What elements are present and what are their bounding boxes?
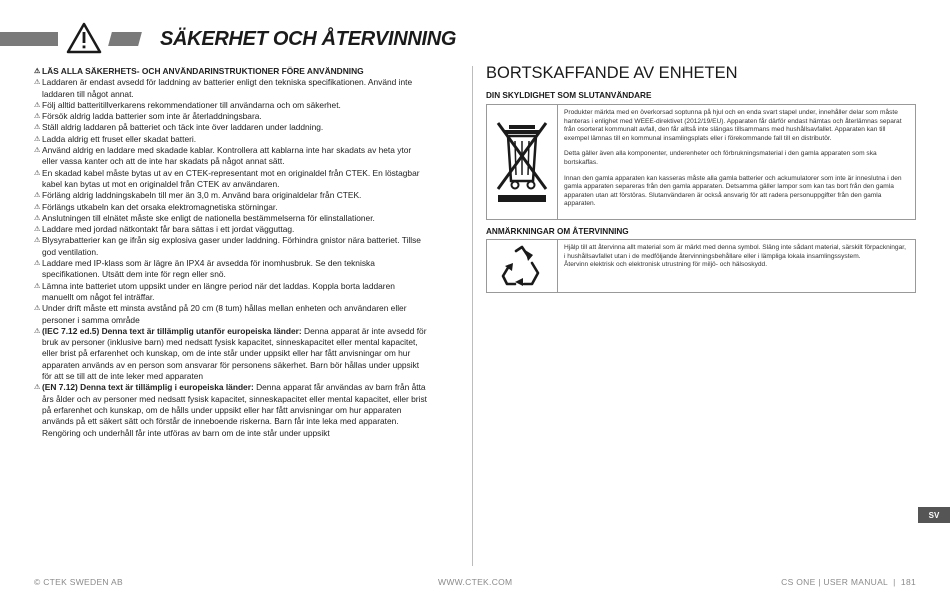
safety-item-text: Denna apparat är inte avsedd för bruk av personer (inklusive barn) med nedsatt fysisk kapacitet, sinneskapacitet eller mental kapacitet, eller brist på erfarenhet och kunskap, om de inte står under uppsikt eller har fått anvisningar om hur apparaten används av en person som ansvarar för personens säkerhet. Barn bör hållas under uppsikt för att se till att de inte leker med apparaten [42, 325, 427, 382]
safety-item-text: Försök aldrig ladda batterier som inte är återladdningsbara. [42, 111, 262, 122]
safety-item-text: Laddare med IP-klass som är lägre än IPX4 är avsedda för inomhusbruk. Se den tekniska specifikationen. Utsätt dem inte för regn eller snö. [42, 258, 375, 280]
weee-text [558, 105, 915, 219]
safety-item-bold: (IEC 7.12 ed.5) Denna text är tillämplig utanför europeiska länder: [42, 325, 302, 336]
safety-item-text: Laddaren är endast avsedd för laddning av batterier enligt den tekniska specifikationen. Använd inte laddaren till något annat. [42, 77, 413, 99]
safety-item [34, 77, 428, 100]
footer-website: WWW.CTEK.COM [438, 577, 513, 587]
safety-item [34, 111, 428, 122]
safety-item-text: En skadad kabel måste bytas ut av en CTEK-representant mot en originaldel från CTEK. En löstagbar kabel kan bytas ut mot en originaldel från CTEK av användaren. [42, 167, 420, 189]
safety-item-text: Förlängs utkabeln kan det orsaka elektromagnetiska störningar. [42, 201, 278, 212]
header-bar-left [0, 32, 58, 46]
safety-item [34, 258, 428, 281]
safety-item-text: LÄS ALLA SÄKERHETS- OCH ANVÄNDARINSTRUKTIONER FÖRE ANVÄNDNING [42, 66, 364, 76]
safety-item-text: Laddare med jordad nätkontakt får bara sättas i ett jordat vägguttag. [42, 224, 295, 235]
safety-item-text: Använd aldrig en laddare med skadade kablar. Kontrollera att kablarna inte har skadats av heta ytor eller vassa kanter och att de inte har skadats på något annat sätt. [42, 145, 412, 167]
recycle-icon [499, 244, 545, 288]
safety-item [34, 168, 428, 191]
footer-manual-page: CS ONE | USER MANUAL | 181 [781, 577, 916, 587]
safety-item-text: Lämna inte batteriet utom uppsikt under en längre period när det laddas. Koppla borta laddaren manuellt om något fel inträffar. [42, 280, 395, 302]
safety-item-text: Anslutningen till elnätet måste ske enligt de nationella bestämmelserna för elinstallationer. [42, 212, 375, 223]
warning-icon: ⚠ [34, 79, 41, 87]
safety-item-bold: (EN 7.12) Denna text är tillämplig i europeiska länder: [42, 382, 254, 393]
warning-icon: ⚠ [34, 124, 41, 132]
safety-item [34, 213, 428, 224]
warning-triangle-icon [66, 22, 102, 54]
warning-icon: ⚠ [34, 305, 41, 313]
safety-item [34, 382, 428, 438]
warning-icon: ⚠ [34, 147, 41, 155]
disposal-title: BORTSKAFFANDE AV ENHETEN [486, 64, 738, 82]
safety-item-text: Under drift måste ett minsta avstånd på 20 cm (8 tum) hållas mellan enheten och användaren eller personer i samma område [42, 303, 407, 325]
column-divider [472, 66, 473, 566]
safety-instructions [34, 66, 428, 439]
weee-paragraph: Produkter märkta med en överkorsad soptunna på hjul och en enda svart stapel under, innehåller delar som måste hanteras i enlighet med WEEE-direktivet (2012/19/EU). Apparaten får därför endast hämtas och återlämnas separat från osorterat kommunalt avfall, den får alltså inte slängas tillsammans med hushållsavfallet. Apparaten kan till exempel lämnas till en kommunal insamlingsplats eller i förekommande fall till en distributör. [564, 109, 902, 142]
warning-icon: ⚠ [34, 260, 41, 268]
safety-item [34, 66, 428, 77]
warning-icon: ⚠ [34, 237, 41, 245]
warning-icon: ⚠ [34, 327, 41, 335]
safety-item [34, 202, 428, 213]
recycle-icon-cell [487, 240, 558, 292]
safety-item [34, 235, 428, 258]
warning-icon: ⚠ [34, 113, 41, 121]
safety-item [34, 100, 428, 111]
recycling-text [558, 240, 915, 292]
warning-icon: ⚠ [34, 226, 41, 234]
footer-copyright: © CTEK SWEDEN AB [34, 577, 123, 587]
weee-icon-cell [487, 105, 558, 219]
safety-item [34, 145, 428, 168]
warning-icon: ⚠ [34, 101, 41, 109]
recycling-box [486, 239, 916, 293]
header-bar-mid [108, 32, 142, 46]
recycling-heading: ANMÄRKNINGAR OM ÅTERVINNING [486, 227, 629, 236]
warning-icon: ⚠ [34, 135, 41, 143]
safety-item-text: Denna apparat får användas av barn från åtta års ålder och av personer med nedsatt fysisk kapacitet, sinneskapacitet eller mental kapacitet, eller brist på erfarenhet och kunskap, om de hålls under uppsikt eller har fått anvisningar om hur apparaten används på ett säkert sätt och förstår de inneboende riskerna. Barn får inte leka med apparaten. Rengöring och underhåll får inte utföras av barn om de inte står under uppsikt [42, 382, 427, 438]
warning-icon: ⚠ [34, 203, 41, 211]
end-user-heading: DIN SKYLDIGHET SOM SLUTANVÄNDARE [486, 91, 652, 100]
safety-item-text: Ladda aldrig ett fruset eller skadat batteri. [42, 133, 197, 144]
warning-icon: ⚠ [34, 282, 41, 290]
page-title: SÄKERHET OCH ÅTERVINNING [160, 28, 457, 50]
language-tab: SV [918, 507, 950, 523]
safety-item [34, 303, 428, 326]
warning-icon: ⚠ [34, 169, 41, 177]
safety-item-text: Förläng aldrig laddningskabeln till mer än 3,0 m. Använd bara originaldelar från CTEK. [42, 190, 362, 201]
safety-item [34, 134, 428, 145]
safety-item [34, 190, 428, 201]
safety-item-text: Följ alltid batteritillverkarens rekommendationer till användarna och om säkerhet. [42, 99, 341, 110]
safety-item [34, 326, 428, 382]
warning-icon: ⚠ [34, 384, 41, 392]
weee-box [486, 104, 916, 220]
warning-icon: ⚠ [34, 214, 41, 222]
recycling-paragraph: Hjälp till att återvinna allt material som är märkt med denna symbol. Släng inte sådant material, särskilt förpackningar, i hushållsavfallet utan i de medföljande återvinningsbehållare eller i lämpliga lokala insamlingssystem. Återvinn elektrisk och elektronisk utrustning för miljö- och hälsoskydd. [564, 244, 906, 269]
safety-item [34, 281, 428, 304]
weee-paragraph: Innan den gamla apparaten kan kasseras måste alla gamla batterier och ackumulatorer som inte är inneslutna i den gamla apparaten separeras från den gamla apparaten. Detsamma gäller lampor som kan tas bort från den gamla apparaten utan att förstöras. Slutanvändaren är också ansvarig för att radera personuppgifter från den gamla apparaten. [564, 174, 902, 208]
crossed-bin-icon [495, 119, 549, 205]
safety-item [34, 224, 428, 235]
safety-item [34, 122, 428, 133]
warning-icon: ⚠ [34, 192, 41, 200]
weee-paragraph: Detta gäller även alla komponenter, underenheter och förbrukningsmaterial i den gamla apparaten som ska bortskaffas. [564, 150, 877, 166]
safety-item-text: Blysyrabatterier kan ge ifrån sig explosiva gaser under laddning. Förhindra gnistor nära batteriet. Tillse god ventilation. [42, 235, 421, 257]
warning-icon: ⚠ [34, 68, 41, 75]
safety-item-text: Ställ aldrig laddaren på batteriet och täck inte över laddaren under laddning. [42, 122, 324, 133]
